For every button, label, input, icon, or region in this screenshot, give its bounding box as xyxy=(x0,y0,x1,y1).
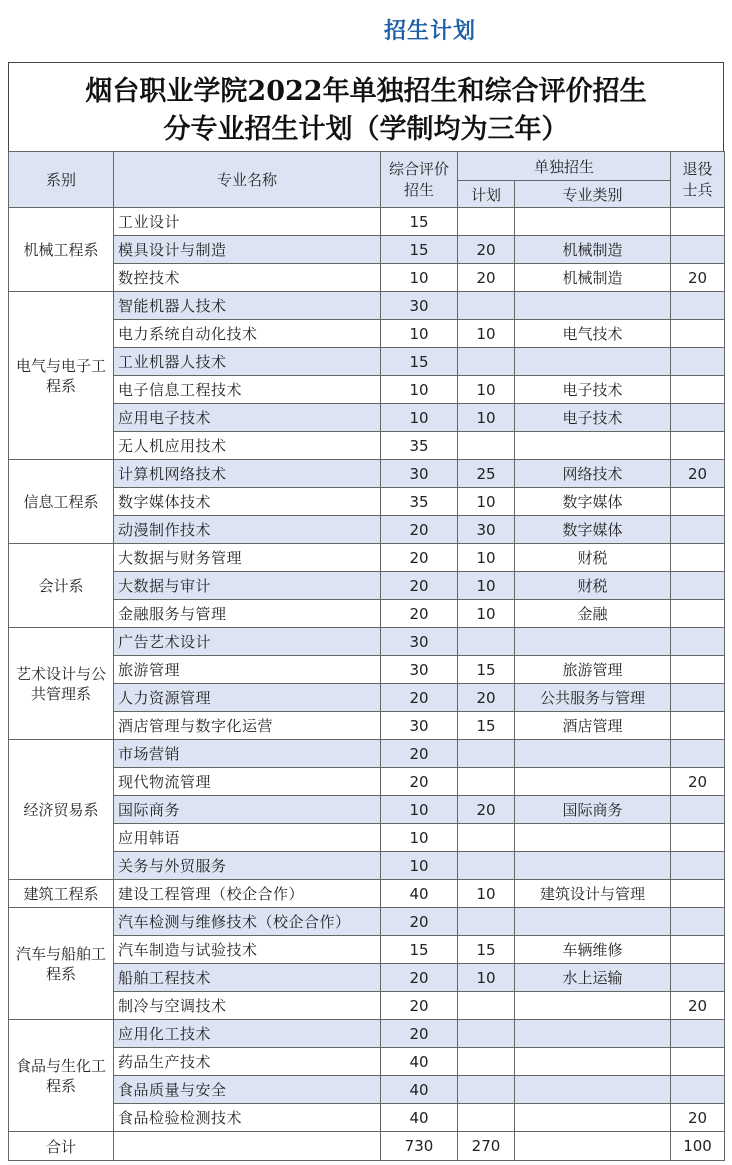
table-row xyxy=(9,292,725,320)
comprehensive-count: 20 xyxy=(381,908,458,936)
major-category xyxy=(515,768,671,796)
veteran-count xyxy=(671,488,725,516)
major-category: 公共服务与管理 xyxy=(515,684,671,712)
veteran-count xyxy=(671,908,725,936)
plan-count xyxy=(458,208,515,236)
table-row xyxy=(9,824,725,852)
major-category: 车辆维修 xyxy=(515,936,671,964)
plan-count xyxy=(458,1048,515,1076)
table-row xyxy=(9,656,725,684)
major-name: 应用电子技术 xyxy=(114,404,381,432)
veteran-count: 20 xyxy=(671,460,725,488)
major-category: 水上运输 xyxy=(515,964,671,992)
comprehensive-count: 40 xyxy=(381,1104,458,1132)
table-row xyxy=(9,544,725,572)
veteran-count xyxy=(671,292,725,320)
header-comprehensive: 综合评价招生 xyxy=(381,152,458,208)
comprehensive-count: 30 xyxy=(381,628,458,656)
table-row xyxy=(9,236,725,264)
plan-count xyxy=(458,432,515,460)
major-name: 旅游管理 xyxy=(114,656,381,684)
header-single-enrollment: 单独招生 xyxy=(458,152,671,181)
plan-count: 30 xyxy=(458,516,515,544)
major-category: 财税 xyxy=(515,572,671,600)
major-name: 数控技术 xyxy=(114,264,381,292)
major-category: 酒店管理 xyxy=(515,712,671,740)
comprehensive-count: 15 xyxy=(381,208,458,236)
major-name: 船舶工程技术 xyxy=(114,964,381,992)
comprehensive-count: 35 xyxy=(381,432,458,460)
veteran-count: 20 xyxy=(671,264,725,292)
comprehensive-count: 20 xyxy=(381,768,458,796)
major-name: 汽车制造与试验技术 xyxy=(114,936,381,964)
plan-count: 15 xyxy=(458,712,515,740)
veteran-count xyxy=(671,880,725,908)
dept-name: 食品与生化工程系 xyxy=(9,1020,114,1132)
total-comprehensive: 730 xyxy=(381,1132,458,1161)
plan-count: 10 xyxy=(458,600,515,628)
table-title xyxy=(8,62,724,152)
comprehensive-count: 15 xyxy=(381,936,458,964)
major-category xyxy=(515,740,671,768)
major-name: 食品检验检测技术 xyxy=(114,1104,381,1132)
veteran-count: 20 xyxy=(671,1104,725,1132)
comprehensive-count: 10 xyxy=(381,796,458,824)
table-row xyxy=(9,320,725,348)
major-category xyxy=(515,992,671,1020)
comprehensive-count: 20 xyxy=(381,992,458,1020)
comprehensive-count: 10 xyxy=(381,376,458,404)
major-category xyxy=(515,908,671,936)
plan-count: 20 xyxy=(458,264,515,292)
plan-count: 10 xyxy=(458,488,515,516)
comprehensive-count: 20 xyxy=(381,1020,458,1048)
dept-name: 机械工程系 xyxy=(9,208,114,292)
major-category xyxy=(515,852,671,880)
table-row xyxy=(9,208,725,236)
major-category: 数字媒体 xyxy=(515,488,671,516)
major-category: 国际商务 xyxy=(515,796,671,824)
major-name: 无人机应用技术 xyxy=(114,432,381,460)
major-name: 应用韩语 xyxy=(114,824,381,852)
major-name: 工业设计 xyxy=(114,208,381,236)
major-name: 市场营销 xyxy=(114,740,381,768)
major-name: 广告艺术设计 xyxy=(114,628,381,656)
veteran-count xyxy=(671,936,725,964)
table-row xyxy=(9,1076,725,1104)
total-spacer xyxy=(114,1132,381,1161)
table-row xyxy=(9,348,725,376)
table-row xyxy=(9,1020,725,1048)
veteran-count xyxy=(671,1076,725,1104)
plan-count xyxy=(458,1020,515,1048)
veteran-count xyxy=(671,656,725,684)
header-major: 专业名称 xyxy=(114,152,381,208)
veteran-count xyxy=(671,516,725,544)
major-name: 建设工程管理（校企合作） xyxy=(114,880,381,908)
header-category: 专业类别 xyxy=(515,181,671,208)
plan-count xyxy=(458,992,515,1020)
plan-count xyxy=(458,824,515,852)
major-category xyxy=(515,432,671,460)
comprehensive-count: 40 xyxy=(381,1076,458,1104)
comprehensive-count: 30 xyxy=(381,712,458,740)
veteran-count xyxy=(671,432,725,460)
major-category xyxy=(515,348,671,376)
major-category xyxy=(515,1104,671,1132)
total-row xyxy=(9,1132,725,1161)
dept-name: 电气与电子工程系 xyxy=(9,292,114,460)
major-category: 数字媒体 xyxy=(515,516,671,544)
dept-name: 汽车与船舶工程系 xyxy=(9,908,114,1020)
plan-count xyxy=(458,348,515,376)
veteran-count xyxy=(671,684,725,712)
comprehensive-count: 20 xyxy=(381,544,458,572)
table-row xyxy=(9,684,725,712)
plan-count: 10 xyxy=(458,880,515,908)
veteran-count: 20 xyxy=(671,992,725,1020)
major-category: 机械制造 xyxy=(515,264,671,292)
major-name: 智能机器人技术 xyxy=(114,292,381,320)
major-name: 汽车检测与维修技术（校企合作） xyxy=(114,908,381,936)
comprehensive-count: 20 xyxy=(381,684,458,712)
plan-count: 15 xyxy=(458,936,515,964)
plan-count: 10 xyxy=(458,572,515,600)
table-row xyxy=(9,432,725,460)
comprehensive-count: 35 xyxy=(381,488,458,516)
comprehensive-count: 30 xyxy=(381,656,458,684)
plan-count: 10 xyxy=(458,376,515,404)
major-name: 动漫制作技术 xyxy=(114,516,381,544)
table-row xyxy=(9,460,725,488)
veteran-count xyxy=(671,740,725,768)
table-row xyxy=(9,936,725,964)
veteran-count xyxy=(671,572,725,600)
table-row xyxy=(9,600,725,628)
major-name: 食品质量与安全 xyxy=(114,1076,381,1104)
major-category: 建筑设计与管理 xyxy=(515,880,671,908)
veteran-count xyxy=(671,796,725,824)
comprehensive-count: 10 xyxy=(381,404,458,432)
major-category: 网络技术 xyxy=(515,460,671,488)
table-row xyxy=(9,768,725,796)
comprehensive-count: 15 xyxy=(381,236,458,264)
veteran-count xyxy=(671,852,725,880)
total-plan: 270 xyxy=(458,1132,515,1161)
veteran-count xyxy=(671,236,725,264)
table-row xyxy=(9,488,725,516)
table-body xyxy=(9,208,725,1161)
table-row xyxy=(9,796,725,824)
veteran-count: 20 xyxy=(671,768,725,796)
table-row xyxy=(9,908,725,936)
table-row xyxy=(9,852,725,880)
table-row xyxy=(9,572,725,600)
dept-name: 建筑工程系 xyxy=(9,880,114,908)
veteran-count xyxy=(671,964,725,992)
major-name: 大数据与审计 xyxy=(114,572,381,600)
plan-count xyxy=(458,852,515,880)
major-name: 电力系统自动化技术 xyxy=(114,320,381,348)
major-name: 关务与外贸服务 xyxy=(114,852,381,880)
major-name: 数字媒体技术 xyxy=(114,488,381,516)
comprehensive-count: 30 xyxy=(381,292,458,320)
section-heading: 招生计划 xyxy=(383,19,476,44)
veteran-count xyxy=(671,208,725,236)
major-category xyxy=(515,824,671,852)
veteran-count xyxy=(671,712,725,740)
major-category xyxy=(515,1076,671,1104)
comprehensive-count: 10 xyxy=(381,264,458,292)
major-category: 电子技术 xyxy=(515,376,671,404)
comprehensive-count: 30 xyxy=(381,460,458,488)
comprehensive-count: 10 xyxy=(381,824,458,852)
major-category: 财税 xyxy=(515,544,671,572)
table-row xyxy=(9,404,725,432)
table-row xyxy=(9,740,725,768)
dept-name: 艺术设计与公共管理系 xyxy=(9,628,114,740)
table-row xyxy=(9,992,725,1020)
plan-count: 15 xyxy=(458,656,515,684)
table-row xyxy=(9,1048,725,1076)
table-row xyxy=(9,376,725,404)
major-category xyxy=(515,292,671,320)
plan-count: 20 xyxy=(458,684,515,712)
plan-count: 10 xyxy=(458,320,515,348)
major-category xyxy=(515,1020,671,1048)
major-name: 人力资源管理 xyxy=(114,684,381,712)
total-label: 合计 xyxy=(9,1132,114,1161)
header-veteran: 退役士兵 xyxy=(671,152,725,208)
major-category xyxy=(515,208,671,236)
veteran-count xyxy=(671,824,725,852)
veteran-count xyxy=(671,320,725,348)
major-category xyxy=(515,628,671,656)
dept-name: 信息工程系 xyxy=(9,460,114,544)
plan-count: 25 xyxy=(458,460,515,488)
major-category: 旅游管理 xyxy=(515,656,671,684)
comprehensive-count: 20 xyxy=(381,964,458,992)
major-category: 电气技术 xyxy=(515,320,671,348)
table-row xyxy=(9,712,725,740)
dept-name: 经济贸易系 xyxy=(9,740,114,880)
major-name: 应用化工技术 xyxy=(114,1020,381,1048)
plan-count xyxy=(458,740,515,768)
table-title-line-2: 分专业招生计划（学制均为三年） xyxy=(163,114,569,145)
comprehensive-count: 20 xyxy=(381,600,458,628)
plan-count: 10 xyxy=(458,404,515,432)
table-row xyxy=(9,628,725,656)
major-category: 金融 xyxy=(515,600,671,628)
major-name: 大数据与财务管理 xyxy=(114,544,381,572)
table-row xyxy=(9,964,725,992)
table-title-line-1: 烟台职业学院2022年单独招生和综合评价招生 xyxy=(85,76,647,107)
comprehensive-count: 10 xyxy=(381,320,458,348)
major-name: 制冷与空调技术 xyxy=(114,992,381,1020)
total-category xyxy=(515,1132,671,1161)
plan-count xyxy=(458,628,515,656)
comprehensive-count: 15 xyxy=(381,348,458,376)
veteran-count xyxy=(671,376,725,404)
comprehensive-count: 20 xyxy=(381,740,458,768)
major-name: 药品生产技术 xyxy=(114,1048,381,1076)
comprehensive-count: 10 xyxy=(381,852,458,880)
veteran-count xyxy=(671,600,725,628)
major-category: 机械制造 xyxy=(515,236,671,264)
major-name: 金融服务与管理 xyxy=(114,600,381,628)
plan-count: 20 xyxy=(458,236,515,264)
plan-count xyxy=(458,292,515,320)
enrollment-plan-table xyxy=(8,151,725,1161)
veteran-count xyxy=(671,1048,725,1076)
header-dept: 系别 xyxy=(9,152,114,208)
comprehensive-count: 20 xyxy=(381,572,458,600)
veteran-count xyxy=(671,404,725,432)
table-row xyxy=(9,880,725,908)
plan-count: 20 xyxy=(458,796,515,824)
veteran-count xyxy=(671,544,725,572)
major-category: 电子技术 xyxy=(515,404,671,432)
table-row xyxy=(9,1104,725,1132)
plan-count: 10 xyxy=(458,544,515,572)
plan-count xyxy=(458,1076,515,1104)
comprehensive-count: 20 xyxy=(381,516,458,544)
plan-count: 10 xyxy=(458,964,515,992)
header-plan: 计划 xyxy=(458,181,515,208)
major-category xyxy=(515,1048,671,1076)
dept-name: 会计系 xyxy=(9,544,114,628)
major-name: 电子信息工程技术 xyxy=(114,376,381,404)
veteran-count xyxy=(671,348,725,376)
comprehensive-count: 40 xyxy=(381,880,458,908)
major-name: 工业机器人技术 xyxy=(114,348,381,376)
comprehensive-count: 40 xyxy=(381,1048,458,1076)
major-name: 现代物流管理 xyxy=(114,768,381,796)
plan-count xyxy=(458,1104,515,1132)
major-name: 国际商务 xyxy=(114,796,381,824)
veteran-count xyxy=(671,628,725,656)
table-row xyxy=(9,264,725,292)
major-name: 酒店管理与数字化运营 xyxy=(114,712,381,740)
table-row xyxy=(9,516,725,544)
total-veteran: 100 xyxy=(671,1132,725,1161)
major-name: 计算机网络技术 xyxy=(114,460,381,488)
veteran-count xyxy=(671,1020,725,1048)
plan-count xyxy=(458,768,515,796)
major-name: 模具设计与制造 xyxy=(114,236,381,264)
plan-count xyxy=(458,908,515,936)
